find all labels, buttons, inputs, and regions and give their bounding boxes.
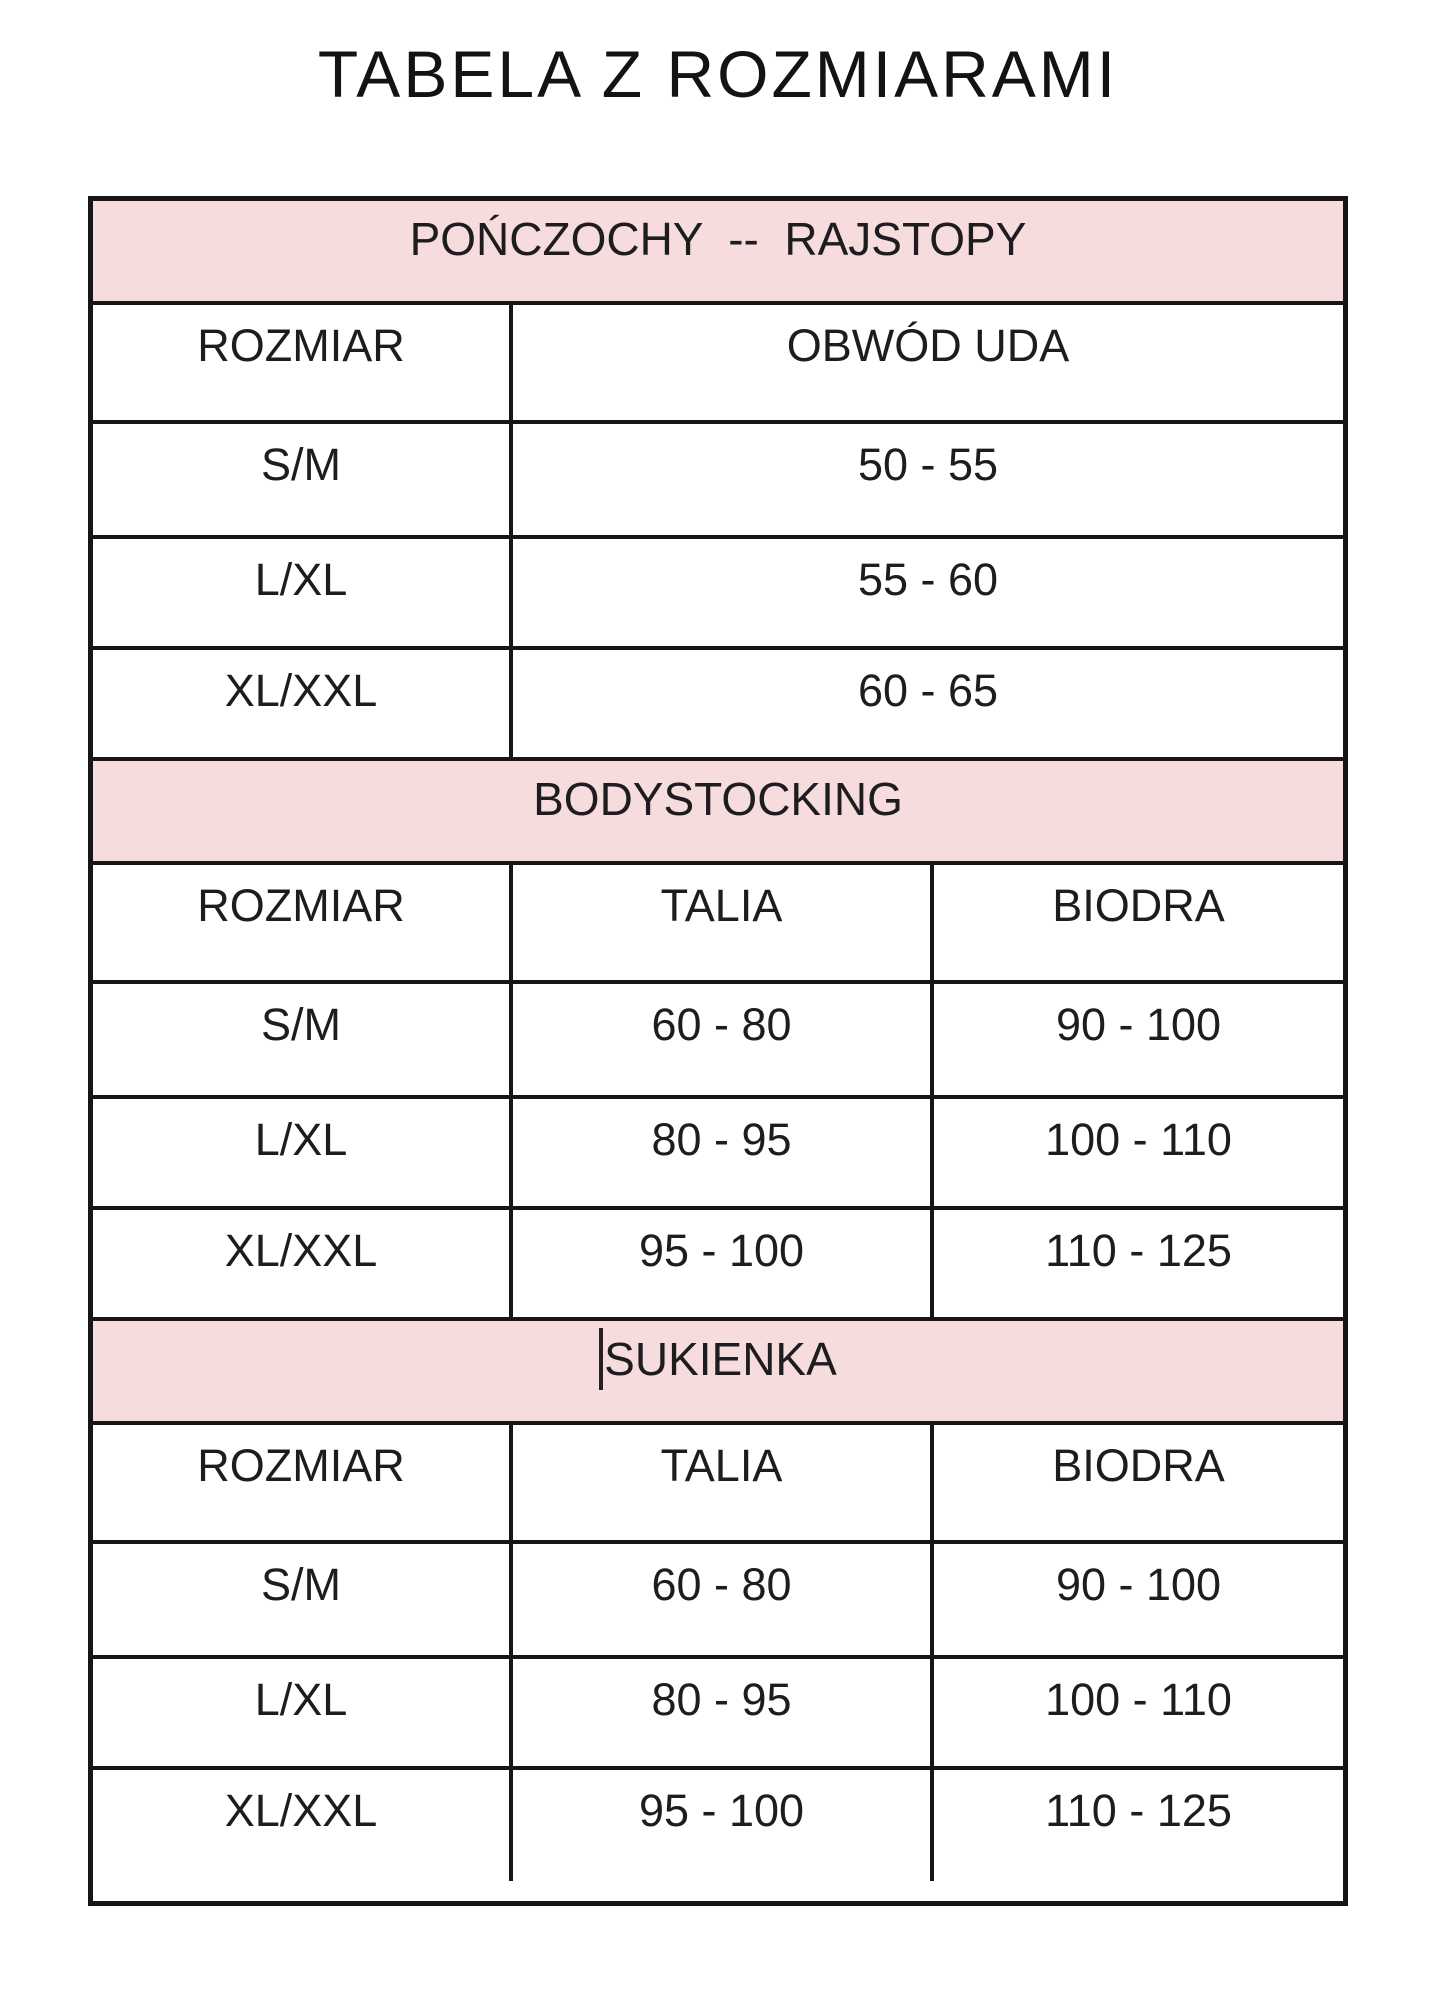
measure-cell: 55 - 60 xyxy=(857,554,999,605)
table-row xyxy=(93,424,1343,539)
table-row xyxy=(93,539,1343,650)
column-header-talia: TALIA xyxy=(513,1425,934,1540)
hips-cell: 90 - 100 xyxy=(1055,1559,1222,1610)
size-cell: L/XL xyxy=(93,539,513,646)
waist-cell: 60 - 80 xyxy=(513,1544,934,1655)
table-row xyxy=(93,1770,1343,1881)
column-header-rozmiar: ROZMIAR xyxy=(93,305,513,420)
page-title: TABELA Z ROZMIARAMI xyxy=(317,37,1119,111)
column-header-rozmiar: ROZMIAR xyxy=(93,1425,513,1540)
column-header-biodra: BIODRA xyxy=(1052,1440,1225,1491)
size-cell: XL/XXL xyxy=(93,650,513,757)
size-cell: XL/XXL xyxy=(93,1770,513,1881)
hips-cell: 100 - 110 xyxy=(1045,1674,1232,1725)
section-banner-bodystocking xyxy=(93,761,1343,865)
banner-label: POŃCZOCHY -- RAJSTOPY xyxy=(409,213,1027,265)
table-row xyxy=(93,1544,1343,1659)
hips-cell: 100 - 110 xyxy=(1045,1114,1232,1165)
measure-cell: 60 - 65 xyxy=(857,665,999,716)
size-cell: XL/XXL xyxy=(93,1210,513,1317)
measure-cell: 50 - 55 xyxy=(857,439,999,490)
size-table xyxy=(88,196,1348,1906)
header-row-ponczochy xyxy=(93,305,1343,424)
waist-cell: 95 - 100 xyxy=(513,1770,934,1881)
waist-cell: 60 - 80 xyxy=(513,984,934,1095)
header-row-sukienka xyxy=(93,1425,1343,1544)
size-cell: S/M xyxy=(93,984,513,1095)
table-row xyxy=(93,984,1343,1099)
table-row xyxy=(93,650,1343,761)
section-banner-ponczochy-rajstopy xyxy=(93,201,1343,305)
column-header-biodra: BIODRA xyxy=(1052,880,1225,931)
column-header-talia: TALIA xyxy=(513,865,934,980)
size-cell: S/M xyxy=(93,424,513,535)
waist-cell: 95 - 100 xyxy=(513,1210,934,1317)
size-cell: S/M xyxy=(93,1544,513,1655)
waist-cell: 80 - 95 xyxy=(513,1099,934,1206)
section-banner-sukienka xyxy=(93,1321,1343,1425)
column-header-rozmiar: ROZMIAR xyxy=(93,865,513,980)
header-row-bodystocking xyxy=(93,865,1343,984)
hips-cell: 90 - 100 xyxy=(1055,999,1222,1050)
table-row xyxy=(93,1210,1343,1321)
table-row xyxy=(93,1659,1343,1770)
banner-label: SUKIENKA xyxy=(604,1333,837,1385)
text-caret xyxy=(599,1328,603,1390)
column-header-obwod-uda: OBWÓD UDA xyxy=(786,320,1070,371)
size-cell: L/XL xyxy=(93,1099,513,1206)
hips-cell: 110 - 125 xyxy=(1045,1225,1232,1276)
size-cell: L/XL xyxy=(93,1659,513,1766)
waist-cell: 80 - 95 xyxy=(513,1659,934,1766)
hips-cell: 110 - 125 xyxy=(1045,1785,1232,1836)
table-row xyxy=(93,1099,1343,1210)
banner-label: BODYSTOCKING xyxy=(533,773,903,825)
